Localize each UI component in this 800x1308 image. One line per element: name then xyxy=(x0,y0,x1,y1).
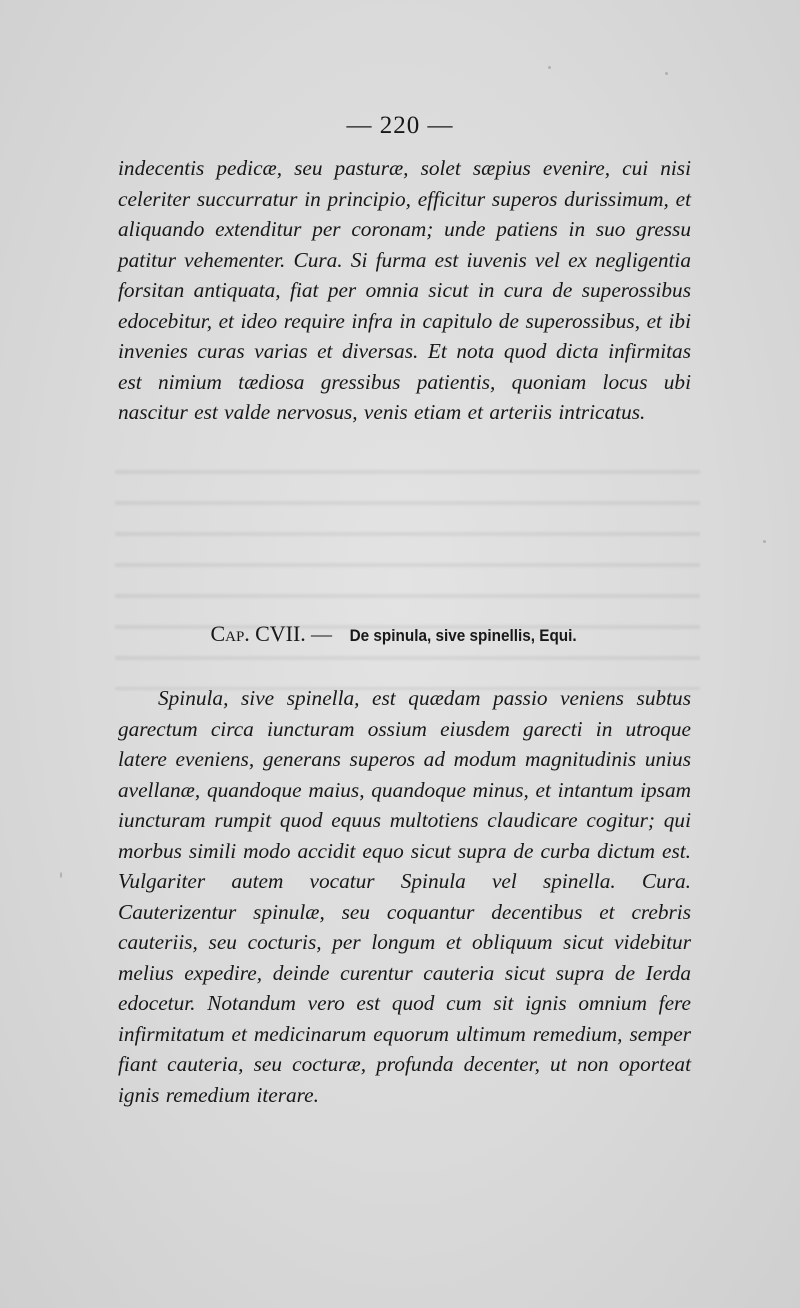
paragraph-continuation: indecentis pedicæ, seu pasturæ, solet sæpius evenire, cui nisi celeriter succurratur in principio, efficitur superos durissimum, et aliquando extenditur per coronam; unde patiens in suo gressu patitur vehementer. Cura. Si furma est iuvenis vel ex negligentia forsitan antiquata, fiat per omnia sicut in cura de superossibus edocebitur, et ideo require infra in capitulo de superossibus, et ibi invenies curas varias et diversas. Et nota quod dicta infirmitas est nimium tædiosa gressibus patientis, quoniam locus ubi nascitur est valde nervosus, venis etiam et arteriis intricatus. xyxy=(118,156,691,424)
heading-dash: — xyxy=(311,622,333,646)
paper-speck xyxy=(665,72,668,75)
page-number: — 220 — xyxy=(346,112,454,139)
chapter-heading xyxy=(0,621,800,647)
paper-speck xyxy=(548,66,551,69)
chapter-label: Cap. xyxy=(210,621,250,646)
chapter-title: De spinula, sive spinellis, Equi. xyxy=(349,626,577,645)
chapter-number: CVII. xyxy=(255,621,306,646)
paper-speck xyxy=(763,540,766,543)
bleed-through-text xyxy=(115,450,700,690)
paper-speck xyxy=(60,872,62,878)
paragraph-spinula: Spinula, sive spinella, est quædam passio veniens subtus garectum circa iuncturam ossium eiusdem garecti in utroque latere eveniens, generans superos ad modum magnitudinis unius avellanæ, quandoque maius, quandoque minus, et intantum ipsam iuncturam rumpit quod equus multotiens claudicare cogitur; qui morbus simili modo accidit equo sicut supra de curba dictum est. Vulgariter autem vocatur Spinula vel spinella. Cura. Cauterizentur spinulæ, seu coquantur decentibus et crebris cauteriis, seu cocturis, per longum et obliquum sicut videbitur melius expedire, deinde curentur cauteria sicut supra de Ierda edocetur. Notandum vero est quod cum sit ignis omnium fere infirmitatum et medicinarum equorum ultimum remedium, semper fiant cauteria, seu cocturæ, profunda decenter, ut non oporteat ignis remedium iterare. xyxy=(118,686,691,1107)
